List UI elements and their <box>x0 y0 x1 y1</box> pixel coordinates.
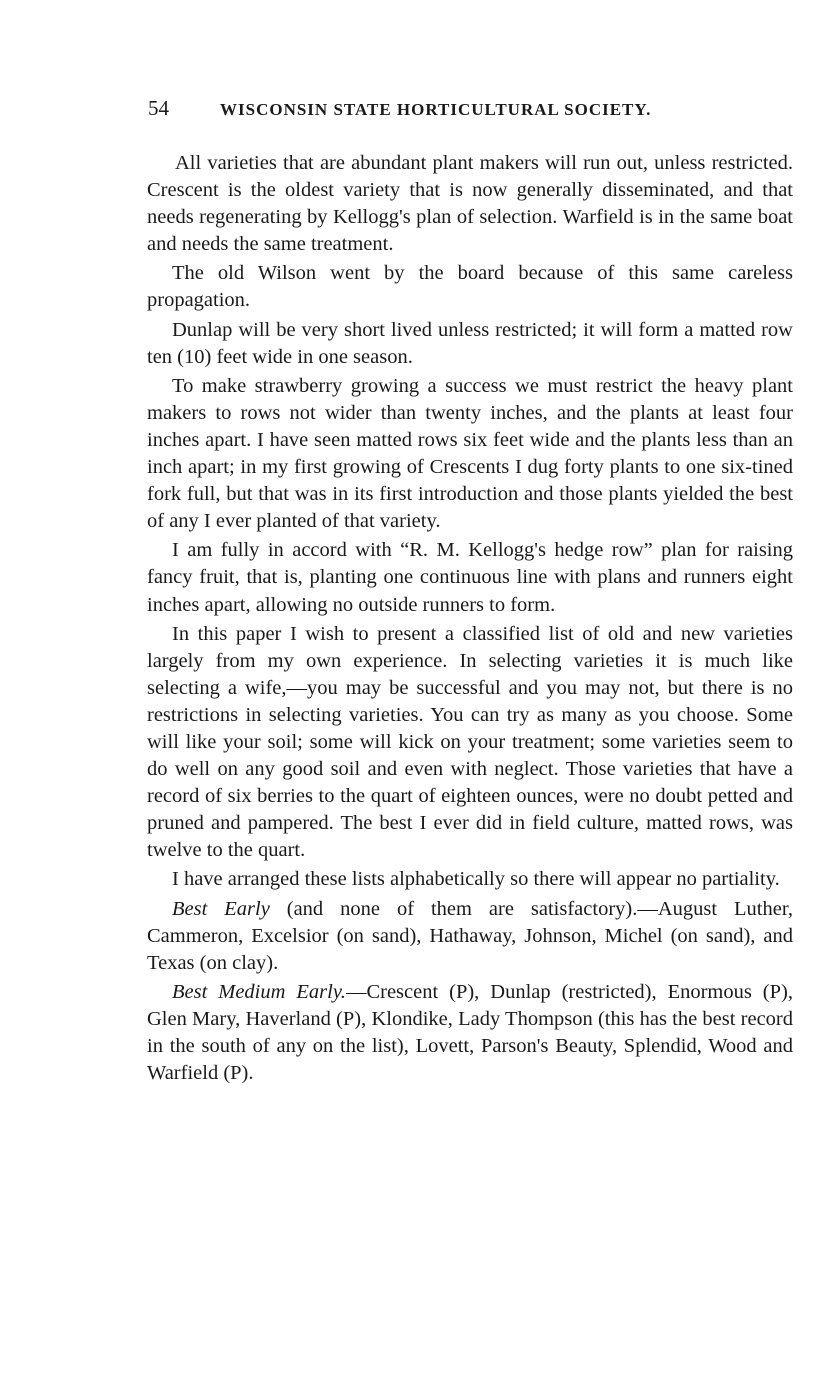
best-early-heading: Best Early <box>172 897 270 920</box>
best-early-text: (and none of them are satisfactory).—August Luther, Cammeron, Excelsior (on sand), Hathaway, Johnson, Michel (on sand), and Texas (on clay). <box>147 897 793 974</box>
paragraph: Dunlap will be very short lived unless restricted; it will form a matted row ten (10) feet wide in one season. <box>147 318 793 368</box>
best-medium-early-paragraph <box>147 979 793 1087</box>
best-medium-early-text: —Crescent (P), Dunlap (restricted), Enormous (P), Glen Mary, Haverland (P), Klondike, Lady Thompson (this has the best record in the south of any on the list), Lovett, Parson's Beauty, Splendid, Wood and Warfield (P). <box>147 980 793 1085</box>
best-early-paragraph <box>147 896 793 977</box>
paragraph: All varieties that are abundant plant makers will run out, unless restricted. Crescent is the oldest variety that is now generally disseminated, and that needs regenerating by Kellogg's plan of selection. Warfield is in the same boat and needs the same treatment. <box>147 152 793 256</box>
running-title: WISCONSIN STATE HORTICULTURAL SOCIETY. <box>220 100 652 119</box>
paragraph: To make strawberry growing a success we must restrict the heavy plant makers to rows not wider than twenty inches, and the plants at least four inches apart. I have seen matted rows six feet wide and the plants less than an inch apart; in my first growing of Crescents I dug forty plants to one six-tined fork full, but that was in its first introduction and those plants yielded the best of any I ever planted of that variety. <box>147 374 793 533</box>
best-medium-early-heading: Best Medium Early. <box>172 980 346 1003</box>
body-text <box>147 150 793 1087</box>
paragraph: I have arranged these lists alphabetically so there will appear no partiality. <box>172 868 780 891</box>
page-number: 54 <box>148 96 169 120</box>
paragraph: The old Wilson went by the board because of this same careless propagation. <box>147 262 793 312</box>
paragraph: In this paper I wish to present a classified list of old and new varieties largely from my own experience. In selecting varieties it is much like selecting a wife,—you may be successful and you may not, but there is no restrictions in selecting varieties. You can try as many as you choose. Some will like your soil; some will kick on your treatment; some varieties seem to do well on any good soil and even with neglect. Those varieties that have a record of six berries to the quart of eighteen ounces, were no doubt petted and pruned and pampered. The best I ever did in field culture, matted rows, was twelve to the quart. <box>147 622 793 862</box>
paragraph: I am fully in accord with “R. M. Kellogg's hedge row” plan for raising fancy fruit, that is, planting one continuous line with plans and runners eight inches apart, allowing no outside runners to form. <box>147 539 793 616</box>
running-head <box>148 96 788 122</box>
